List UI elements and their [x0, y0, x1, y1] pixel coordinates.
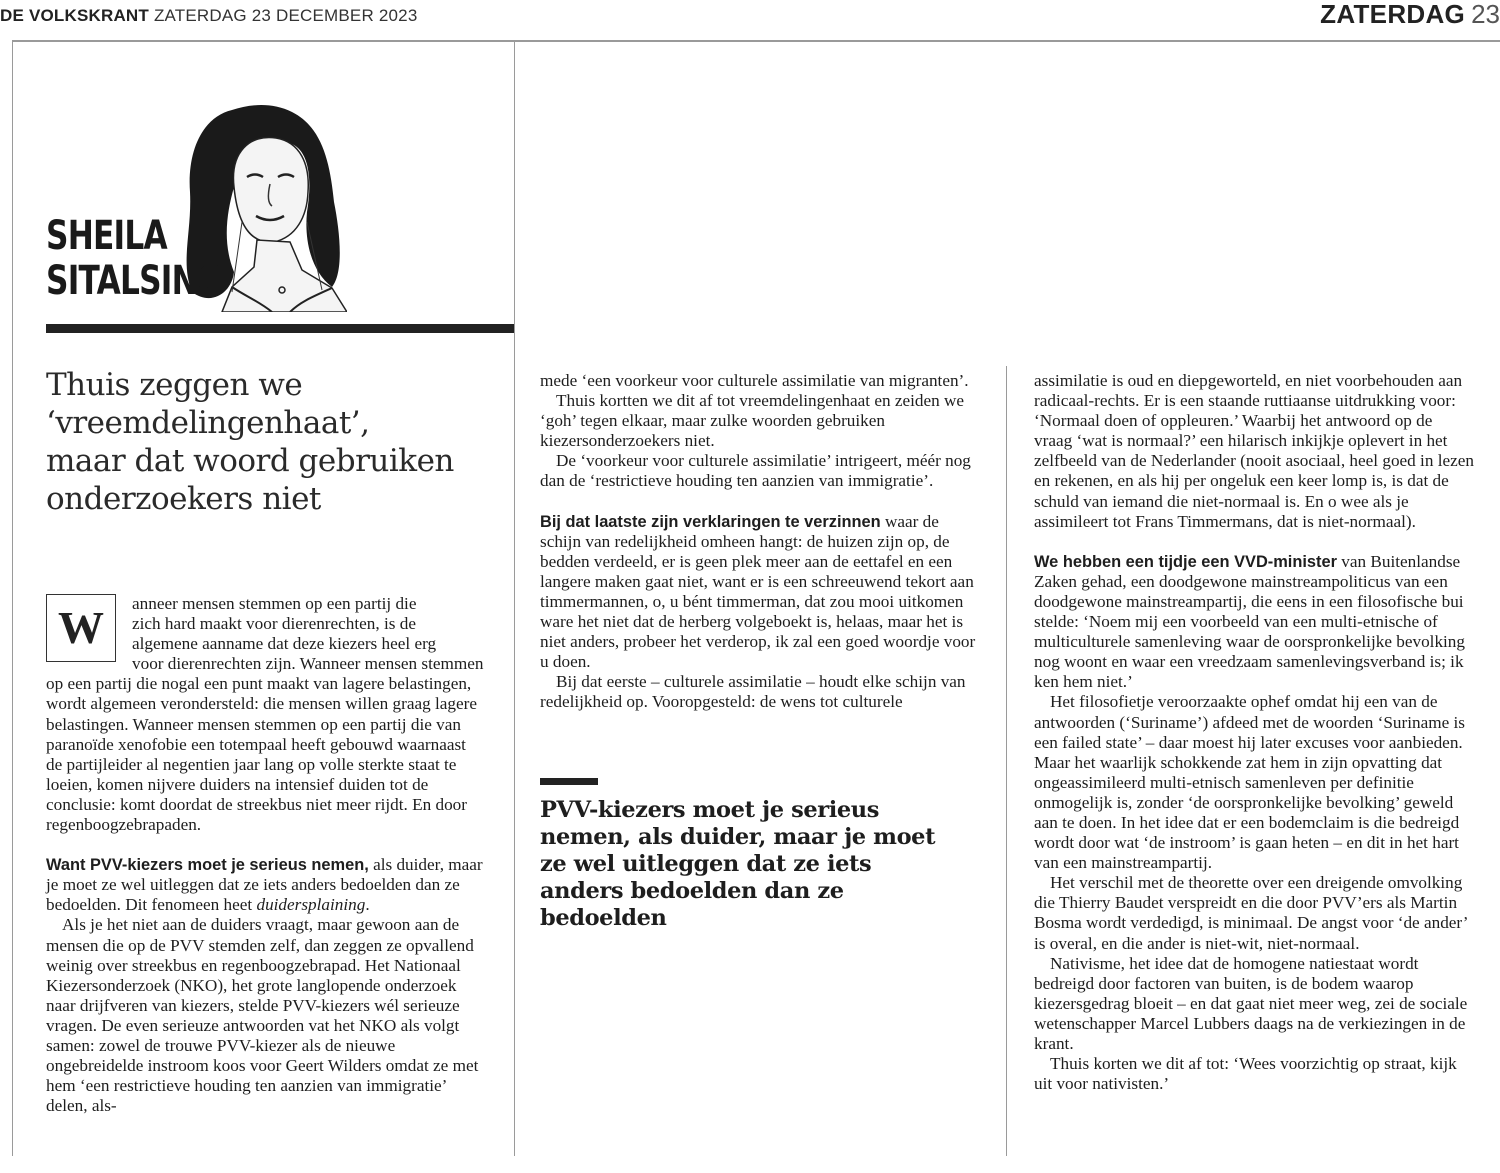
paragraph [1034, 552, 1474, 693]
paragraph-text: Wanneer mensen stemmen op een partij die nogal een punt maakt van lagere belastingen, wordt algemeen verondersteld: die mensen willen graag lagere belastingen. Wanneer mensen stemmen op een partij die van paranoïde xenofobie een totempaal heeft gebouwd waarnaast de partijleider al negentien jaar lang op volle sterkte staat te loeien, komen nijvere duiders na intensief duiden tot de conclusie: komt doordat de streekbus niet meer rijdt. En door regenboogzebrapaden. [46, 654, 484, 835]
paragraph-text: van Buitenlandse Zaken gehad, een doodgewone mainstreampoliticus van een doodgewone mainstreampartij, die eens in een filosofische bui stelde: ‘Noem mij een voorbeeld van een multi-etnische of multiculturele samenleving waar de oorspronkelijke bevolking nog woont en waar een vreedzaam samenlevingsverband is; ik ken hem niet.’ [1034, 551, 1465, 692]
paragraph: assimilatie is oud en diepgeworteld, en niet voorbehouden aan radicaal-rechts. Er is een staande ruttiaanse uitdrukking voor: ‘Normaal doen of oppleuren.’ Waarbij het antwoord op de vraag ‘wat is normaal?’ een hilarisch inkijkje oplevert in het zelfbeeld van de Nederlander (nooit asociaal, heel goed in lezen en rekenen, en als hij per ongeluk een keer lomp is, is dat de schuld van iemand die niet-normaal is. En o wee als je assimileert tot Frans Timmermans, dat is niet-normaal). [1034, 371, 1474, 531]
article-headline [46, 366, 496, 518]
left-border-rule [12, 41, 13, 1156]
paragraph: Nativisme, het idee dat de homogene natiestaat wordt bedreigd door factoren van buiten, is de bodem waarop kiezersgedrag bloeit – en dat gaat niet meer weg, zei de sociale wetenschapper Marcel Lubbers daags na de verkiezingen in de krant. [1034, 953, 1468, 1053]
paragraph-lead: Want PVV-kiezers moet je serieus nemen, [46, 856, 369, 875]
header-rule [12, 40, 1500, 42]
paragraph: De ‘voorkeur voor culturele assimilatie’ intrigeert, méér nog dan de ‘restrictieve houding ten aanzien van immigratie’. [540, 451, 971, 491]
page-number: 23 [1471, 0, 1500, 29]
paragraph [46, 654, 486, 835]
drop-cap: W [46, 594, 116, 662]
headline-line: maar dat woord gebruiken [46, 443, 454, 479]
paragraph [46, 855, 486, 915]
paragraph: Bij dat eerste – culturele assimilatie – houdt elke schijn van redelijkheid op. Vooropgesteld: de wens tot culturele [540, 672, 966, 712]
article-column-2 [540, 371, 980, 713]
article-column-1 [46, 594, 486, 1116]
paragraph: Het filosofietje veroorzaakte ophef omdat hij een van de antwoorden (‘Suriname’) afdeed met de woorden ‘Suriname is een failed state’ – daar moest hij later excuses voor aanbieden. Maar het waarlijk schokkende zat hem in zijn opvatting dat ongeassimileerd multi-etnisch samenleven per definitie onmogelijk is, zonder ‘de oorspronkelijke bevolking’ geweld aan te doen. In het idee dat er een bodemclaim is die bedreigd wordt door wat ‘de instroom’ is gaan heten – en dit in het hart van een mainstreampartij. [1034, 692, 1465, 873]
paragraph-lead: Bij dat laatste zijn verklaringen te verzinnen [540, 512, 881, 531]
headline-line: onderzoekers niet [46, 481, 321, 517]
paragraph: mede ‘een voorkeur voor culturele assimilatie van migranten’. [540, 371, 969, 390]
paragraph: Thuis kortten we dit af tot vreemdelingenhaat en zeiden we ‘goh’ tegen elkaar, maar zulke woorden gebruiken kiezersonderzoekers niet. [540, 391, 965, 451]
paragraph: Het verschil met de theorette over een dreigende omvolking die Thierry Baudet verspreidt en die door PVV’ers als Martin Bosma wordt verdedigd, is minimaal. De angst voor ‘de ander’ is overal, en die ander is niet-wit, niet-normaal. [1034, 873, 1468, 953]
paragraph-lead: We hebben een tijdje een VVD-minister [1034, 552, 1337, 571]
headline-line: Thuis zeggen we [46, 367, 303, 403]
paragraph-text: als duider, maar je moet ze wel uitleggen dat ze iets anders bedoelden dan ze bedoelden. Dit fenomeen heet [46, 855, 483, 915]
publication-name: DE VOLKSKRANT [0, 6, 149, 25]
italic-term: duidersplaining [256, 895, 366, 915]
intro-line: voor dierenrechten zijn. [132, 654, 296, 674]
author-last-name: SITALSING [46, 258, 222, 304]
author-first-name: SHEILA [46, 213, 167, 259]
headline-line: ‘vreemdelingenhaat’, [46, 405, 370, 441]
page-header-left [0, 6, 417, 26]
intro-line: anneer mensen stemmen op een partij die [132, 594, 417, 613]
author-byline [46, 214, 222, 304]
paragraph-text: . [365, 895, 370, 915]
paragraph: Thuis korten we dit af tot: ‘Wees voorzichtig op straat, kijk uit voor nativisten.’ [1034, 1054, 1457, 1094]
paragraph [540, 512, 980, 673]
issue-date: ZATERDAG 23 DECEMBER 2023 [153, 6, 418, 25]
pull-quote: PVV-kiezers moet je serieus nemen, als duider, maar je moet ze wel uitleggen dat ze iets anders bedoelden dan ze bedoelden [540, 797, 936, 931]
intro-line: zich hard maakt voor dierenrechten, is de [132, 614, 416, 634]
page-header-right [1320, 0, 1500, 30]
paragraph: Als je het niet aan de duiders vraagt, maar gewoon aan de mensen die op de PVV stemden zelf, dan zeggen ze opvallend weinig over streekbus en regenboogzebrapad. Het Nationaal Kiezersonderzoek (NKO), het grote langlopende onderzoek naar drijfveren van kiezers, stelde PVV-kiezers wél serieuze vragen. De even serieuze antwoorden vat het NKO als volgt samen: zowel de trouwe PVV-kiezer als de nieuwe ongebreidelde instroom koos voor Geert Wilders omdat ze met hem ‘een restrictieve houding ten aanzien van immigratie’ delen, als- [46, 915, 479, 1116]
pull-quote-bar [540, 778, 598, 785]
paragraph-text: waar de schijn van redelijkheid omheen hangt: de huizen zijn op, de bedden verdeeld, er is geen plek meer aan de eettafel en een langere maken gaat niet, want er is een schreeuwend tekort aan timmermannen, o, u bént timmerman, dat zou mooi uitkomen ware het niet dat de herberg volgeboekt is, helaas, maar het is niet anders, probeer het verderop, ik zal een goed woordje voor u doen. [540, 511, 976, 672]
intro-line: algemene aanname dat deze kiezers heel erg [132, 634, 437, 654]
article-column-3 [1034, 371, 1474, 1094]
section-name: ZATERDAG [1320, 0, 1466, 29]
column-divider-1 [514, 41, 515, 1156]
byline-rule [46, 324, 514, 333]
column-divider-2 [1006, 366, 1007, 1156]
